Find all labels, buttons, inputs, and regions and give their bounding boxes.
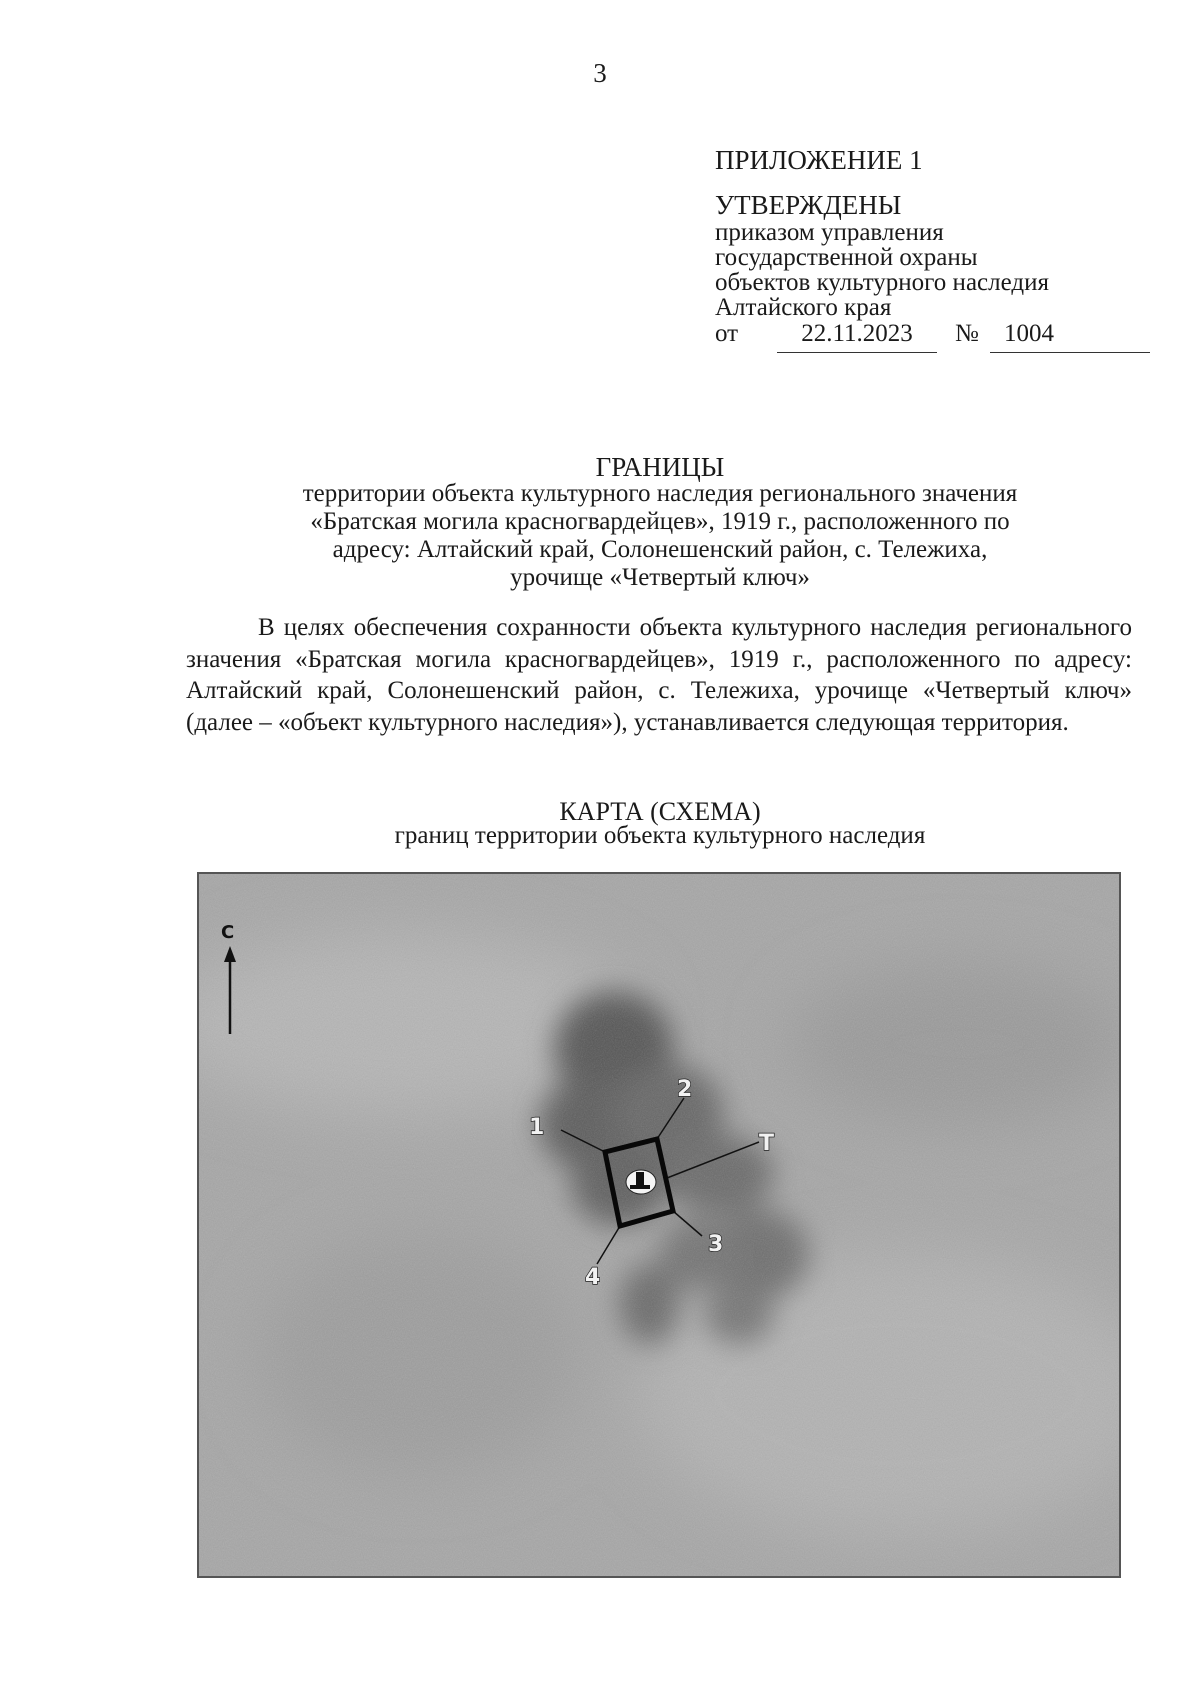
point-label-1: 1 [529,1115,545,1140]
approval-line: государственной охраны [715,244,978,271]
map-svg [199,874,1119,1576]
order-reference [715,320,1155,356]
order-number: 1004 [990,320,1150,353]
approved-title: УТВЕРЖДЕНЫ [715,190,902,220]
bounds-title: ГРАНИЦЫ [595,452,725,482]
bounds-subtitle [225,480,1095,592]
point-label-2: 2 [677,1077,693,1102]
bounds-subtitle-line: «Братская могила красногвардейцев», 1919 г., расположенного по [310,508,1010,535]
marker-label-t: Т [759,1131,775,1156]
monument-icon [626,1170,656,1194]
map-scheme [197,872,1121,1578]
approval-line: приказом управления [715,219,944,246]
bounds-subtitle-line: адресу: Алтайский край, Солонешенский район, с. Тележиха, [332,536,988,563]
approval-block [715,190,1049,320]
point-label-3: 3 [708,1232,724,1257]
bounds-subtitle-line: урочище «Четвертый ключ» [510,564,810,591]
point-label-4: 4 [585,1265,601,1290]
order-number-sign: № [955,320,979,347]
map-subtitle: границ территории объекта культурного наследия [394,822,926,849]
bounds-subtitle-line: территории объекта культурного наследия регионального значения [302,480,1018,507]
page-number: 3 [593,58,607,88]
print-grain [199,874,1119,1576]
body-paragraph: В целях обеспечения сохранности объекта культурного наследия регионального значения «Братская могила красногвардейцев», 1919 г., расположенного по адресу: Алтайский край, Солонешенский район, с. Тележиха, урочище «Четвертый ключ» (далее – «объект культурного наследия»), устанавливается следующая территория. [186,614,1132,736]
appendix-label: ПРИЛОЖЕНИЕ 1 [715,145,923,175]
order-from-label: от [715,320,739,347]
approval-line: Алтайского края [715,294,892,321]
order-date: 22.11.2023 [777,320,937,353]
north-label: С [221,922,235,943]
map-title: КАРТА (СХЕМА) [559,797,761,826]
approval-line: объектов культурного наследия [715,269,1049,296]
